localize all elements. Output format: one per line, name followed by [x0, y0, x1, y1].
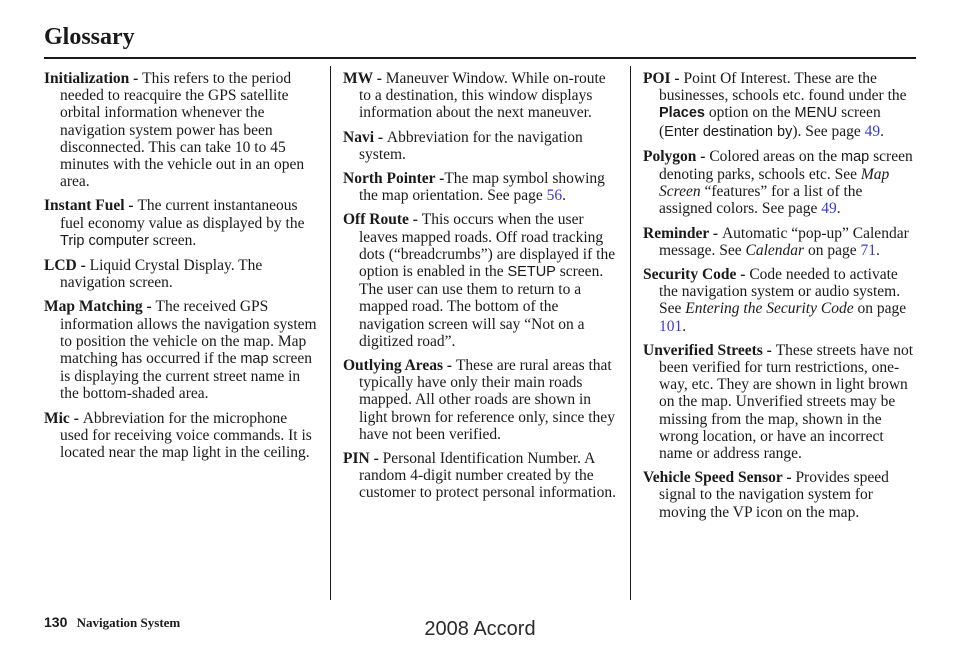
- cross-reference: Map Screen: [659, 166, 890, 201]
- column-divider-2: [630, 66, 631, 600]
- definition-text: screen.: [148, 231, 197, 249]
- ui-term: Places: [659, 105, 705, 122]
- glossary-term: Vehicle Speed Sensor -: [643, 469, 796, 487]
- definition-text: “features” for a list of the assigned colors. See page: [659, 183, 863, 218]
- definition-text: The received GPS information allows the navigation system to position the vehicle on the map. Map matching has occurred if the: [60, 298, 317, 368]
- glossary-entry: [343, 211, 619, 350]
- definition-text: .: [836, 200, 841, 218]
- definition-text: .: [875, 241, 880, 259]
- definition-text: screen denoting parks, schools etc. See: [659, 147, 913, 184]
- glossary-entry: [44, 70, 318, 190]
- page-reference-link[interactable]: 49: [864, 122, 881, 140]
- glossary-entry: [643, 148, 919, 218]
- page-title: Glossary: [44, 24, 135, 50]
- glossary-column-2: [343, 70, 619, 509]
- glossary-entry: [343, 70, 619, 122]
- ui-term: map: [240, 351, 269, 368]
- definition-text: screen (: [659, 104, 881, 140]
- ui-term: Enter destination by: [664, 123, 793, 140]
- glossary-term: Reminder -: [643, 224, 722, 242]
- ui-term: MENU: [794, 105, 838, 122]
- page-reference-link[interactable]: 71: [860, 241, 876, 259]
- glossary-entry: [44, 257, 318, 291]
- glossary-term: Polygon -: [643, 147, 710, 165]
- definition-text: Maneuver Window. While on-route to a destination, this window displays information about the next maneuver.: [359, 70, 606, 122]
- ui-term: map: [841, 148, 870, 165]
- definition-text: This occurs when the user leaves mapped roads. Off road tracking dots (“breadcrumbs”) are displayed if the option is enabled in the: [359, 211, 616, 281]
- glossary-term: Mic -: [44, 409, 83, 427]
- glossary-term: Security Code -: [643, 266, 750, 284]
- glossary-entry: [44, 197, 318, 250]
- definition-text: screen is displaying the current street name in the bottom-shaded area.: [60, 350, 313, 403]
- cross-reference: Calendar: [745, 241, 805, 259]
- definition-text: These streets have not been verified for turn restrictions, one-way, etc. They are shown in light brown on the map. Unverified streets may be missing from the map, shown in the wrong location, or have an incorrect name or address range.: [659, 341, 914, 463]
- glossary-entry: [343, 357, 619, 443]
- page-reference-link[interactable]: 56: [546, 187, 563, 205]
- glossary-term: Outlying Areas -: [343, 357, 456, 375]
- glossary-term: LCD -: [44, 257, 90, 275]
- definition-text: Code needed to activate the navigation system or audio system. See: [659, 266, 901, 318]
- definition-text: Point Of Interest. These are the businesses, schools etc. found under the: [659, 70, 907, 105]
- glossary-entry: [643, 266, 919, 335]
- definition-text: Colored areas on the: [709, 147, 842, 165]
- glossary-term: Navi -: [343, 128, 387, 146]
- definition-text: Provides speed signal to the navigation system for moving the VP icon on the map.: [659, 469, 889, 521]
- definition-text: Personal Identification Number. A random 4-digit number created by the customer to protect personal information.: [359, 450, 616, 502]
- glossary-term: PIN -: [343, 450, 383, 468]
- glossary-term: MW -: [343, 70, 386, 87]
- ui-term: SETUP: [507, 264, 556, 281]
- watermark-text: 2008 Accord: [424, 618, 536, 640]
- definition-text: Automatic “pop-up” Calendar message. See: [659, 224, 909, 259]
- definition-text: Abbreviation for the microphone used for receiving voice commands. It is located near the map light in the ceiling.: [60, 409, 312, 462]
- definition-text: option on the: [704, 104, 795, 122]
- definition-text: Liquid Crystal Display. The navigation screen.: [60, 257, 263, 292]
- glossary-entry: [643, 469, 919, 521]
- page-reference-link[interactable]: 101: [659, 317, 683, 335]
- definition-text: on page: [804, 241, 861, 259]
- glossary-term: Unverified Streets -: [643, 341, 776, 359]
- definition-text: screen. The user can use them to return to a mapped road. The bottom of the navigation screen will say “Not on a digitized road”.: [359, 263, 604, 350]
- page-number: 130: [44, 614, 68, 630]
- definition-text: on page: [853, 300, 907, 318]
- glossary-entry: [643, 70, 919, 141]
- definition-text: The current instantaneous fuel economy value as displayed by the: [60, 197, 305, 232]
- definition-text: These are rural areas that typically have only their main roads mapped. All other roads are shown in light brown for reference only, since they have not been verified.: [359, 357, 615, 443]
- definition-text: .: [562, 187, 567, 205]
- glossary-entry: [44, 410, 318, 462]
- ui-term: Trip computer: [60, 232, 149, 249]
- glossary-entry: [643, 225, 919, 259]
- cross-reference: Entering the Security Code: [685, 300, 854, 318]
- glossary-term: Instant Fuel -: [44, 197, 138, 215]
- glossary-term: Initialization -: [44, 70, 143, 87]
- glossary-entry: [343, 450, 619, 502]
- definition-text: Abbreviation for the navigation system.: [359, 128, 583, 163]
- column-divider-1: [330, 66, 331, 600]
- glossary-entry: [343, 170, 619, 204]
- title-rule: [44, 57, 916, 59]
- definition-text: ). See page: [792, 122, 865, 140]
- definition-text: The map symbol showing the map orientation. See page: [359, 170, 605, 205]
- definition-text: This refers to the period needed to reacquire the GPS satellite orbital information whenever the navigation system power has been disconnected. This can take 10 to 45 minutes with the vehicle out in an open area.: [60, 70, 305, 191]
- glossary-column-3: [643, 70, 919, 528]
- glossary-term: North Pointer -: [343, 170, 445, 188]
- definition-text: .: [880, 122, 885, 140]
- glossary-entry: [44, 298, 318, 402]
- footer-section: Navigation System: [76, 615, 181, 630]
- glossary-term: Off Route -: [343, 211, 422, 229]
- glossary-entry: [643, 342, 919, 462]
- glossary-entry: [343, 129, 619, 163]
- definition-text: .: [682, 317, 687, 335]
- glossary-term: POI -: [643, 70, 684, 87]
- page-reference-link[interactable]: 49: [821, 200, 837, 218]
- glossary-term: Map Matching -: [44, 298, 156, 316]
- glossary-column-1: [44, 70, 318, 468]
